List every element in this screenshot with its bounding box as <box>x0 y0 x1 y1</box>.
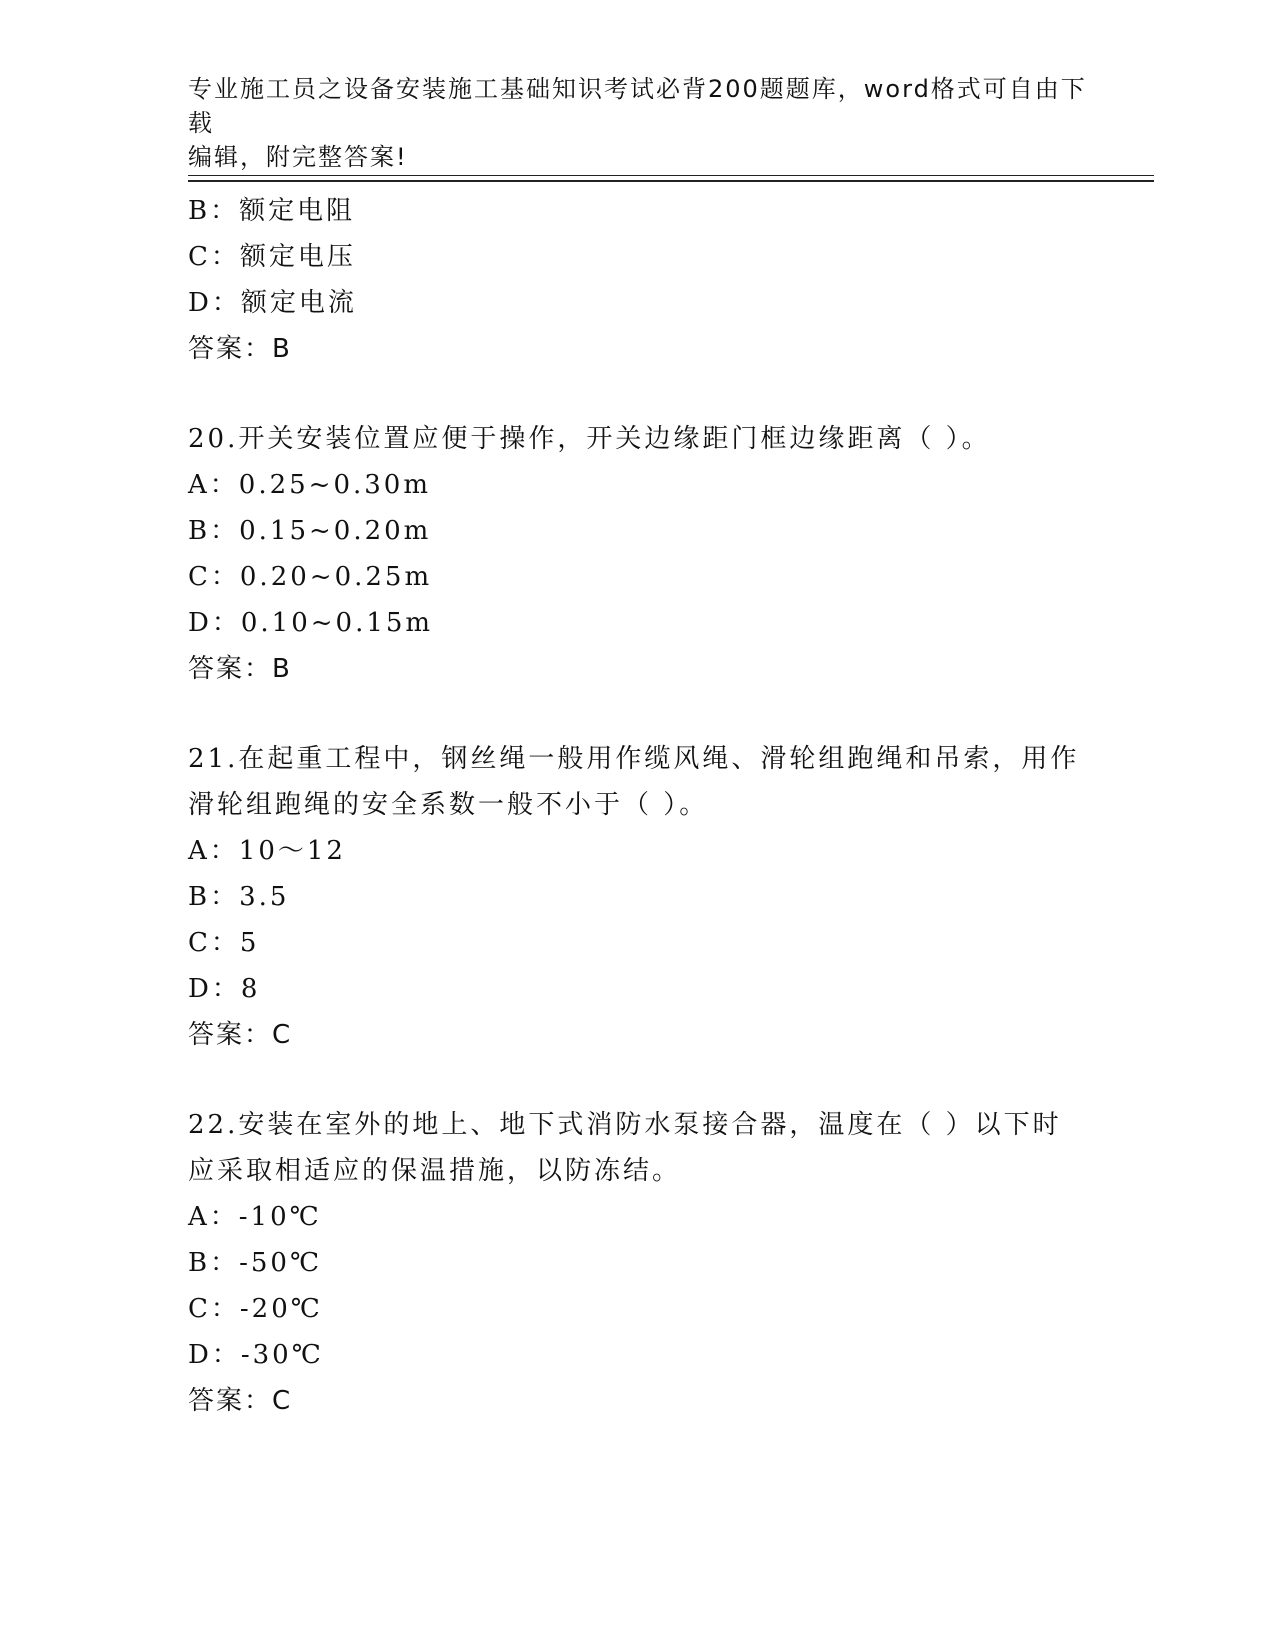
option-d: D：-30℃ <box>188 1340 324 1370</box>
question-19-continued <box>188 188 1088 372</box>
answer-line: 答案：C <box>188 1020 293 1050</box>
question-text-line-1: 22.安装在室外的地上、地下式消防水泵接合器，温度在（ ）以下时 <box>188 1110 1062 1140</box>
question-text: 20.开关安装位置应便于操作，开关边缘距门框边缘距离（ ）。 <box>188 424 991 454</box>
option-d: D：8 <box>188 974 261 1004</box>
question-21 <box>188 736 1088 1058</box>
question-text-line-2: 应采取相适应的保温措施，以防冻结。 <box>188 1156 682 1186</box>
header-line-1: 专业施工员之设备安装施工基础知识考试必背200题题库，word格式可自由下载 <box>188 75 1087 137</box>
answer-line: 答案：B <box>188 654 292 684</box>
option-d: D：0.10~0.15m <box>188 608 434 638</box>
option-c: C：额定电压 <box>188 242 356 272</box>
option-d: D：额定电流 <box>188 288 357 318</box>
document-header <box>188 72 1088 174</box>
header-divider-thin <box>188 175 1154 176</box>
option-c: C：-20℃ <box>188 1294 323 1324</box>
answer-line: 答案：B <box>188 334 292 364</box>
option-b: B：0.15~0.20m <box>188 516 432 546</box>
option-b: B：3.5 <box>188 882 290 912</box>
option-b: B：额定电阻 <box>188 196 356 226</box>
header-divider-thick <box>188 180 1154 182</box>
option-a: A：-10℃ <box>188 1202 322 1232</box>
option-a: A：10～12 <box>188 836 346 866</box>
document-body <box>188 188 1088 1424</box>
question-20 <box>188 416 1088 692</box>
option-b: B：-50℃ <box>188 1248 323 1278</box>
header-line-2: 编辑，附完整答案! <box>188 143 408 171</box>
answer-line: 答案：C <box>188 1386 293 1416</box>
option-c: C：0.20~0.25m <box>188 562 433 592</box>
option-c: C：5 <box>188 928 260 958</box>
question-text-line-2: 滑轮组跑绳的安全系数一般不小于（ ）。 <box>188 790 709 820</box>
option-a: A：0.25~0.30m <box>188 470 431 500</box>
question-text-line-1: 21.在起重工程中，钢丝绳一般用作缆风绳、滑轮组跑绳和吊索，用作 <box>188 744 1080 774</box>
question-22 <box>188 1102 1088 1424</box>
